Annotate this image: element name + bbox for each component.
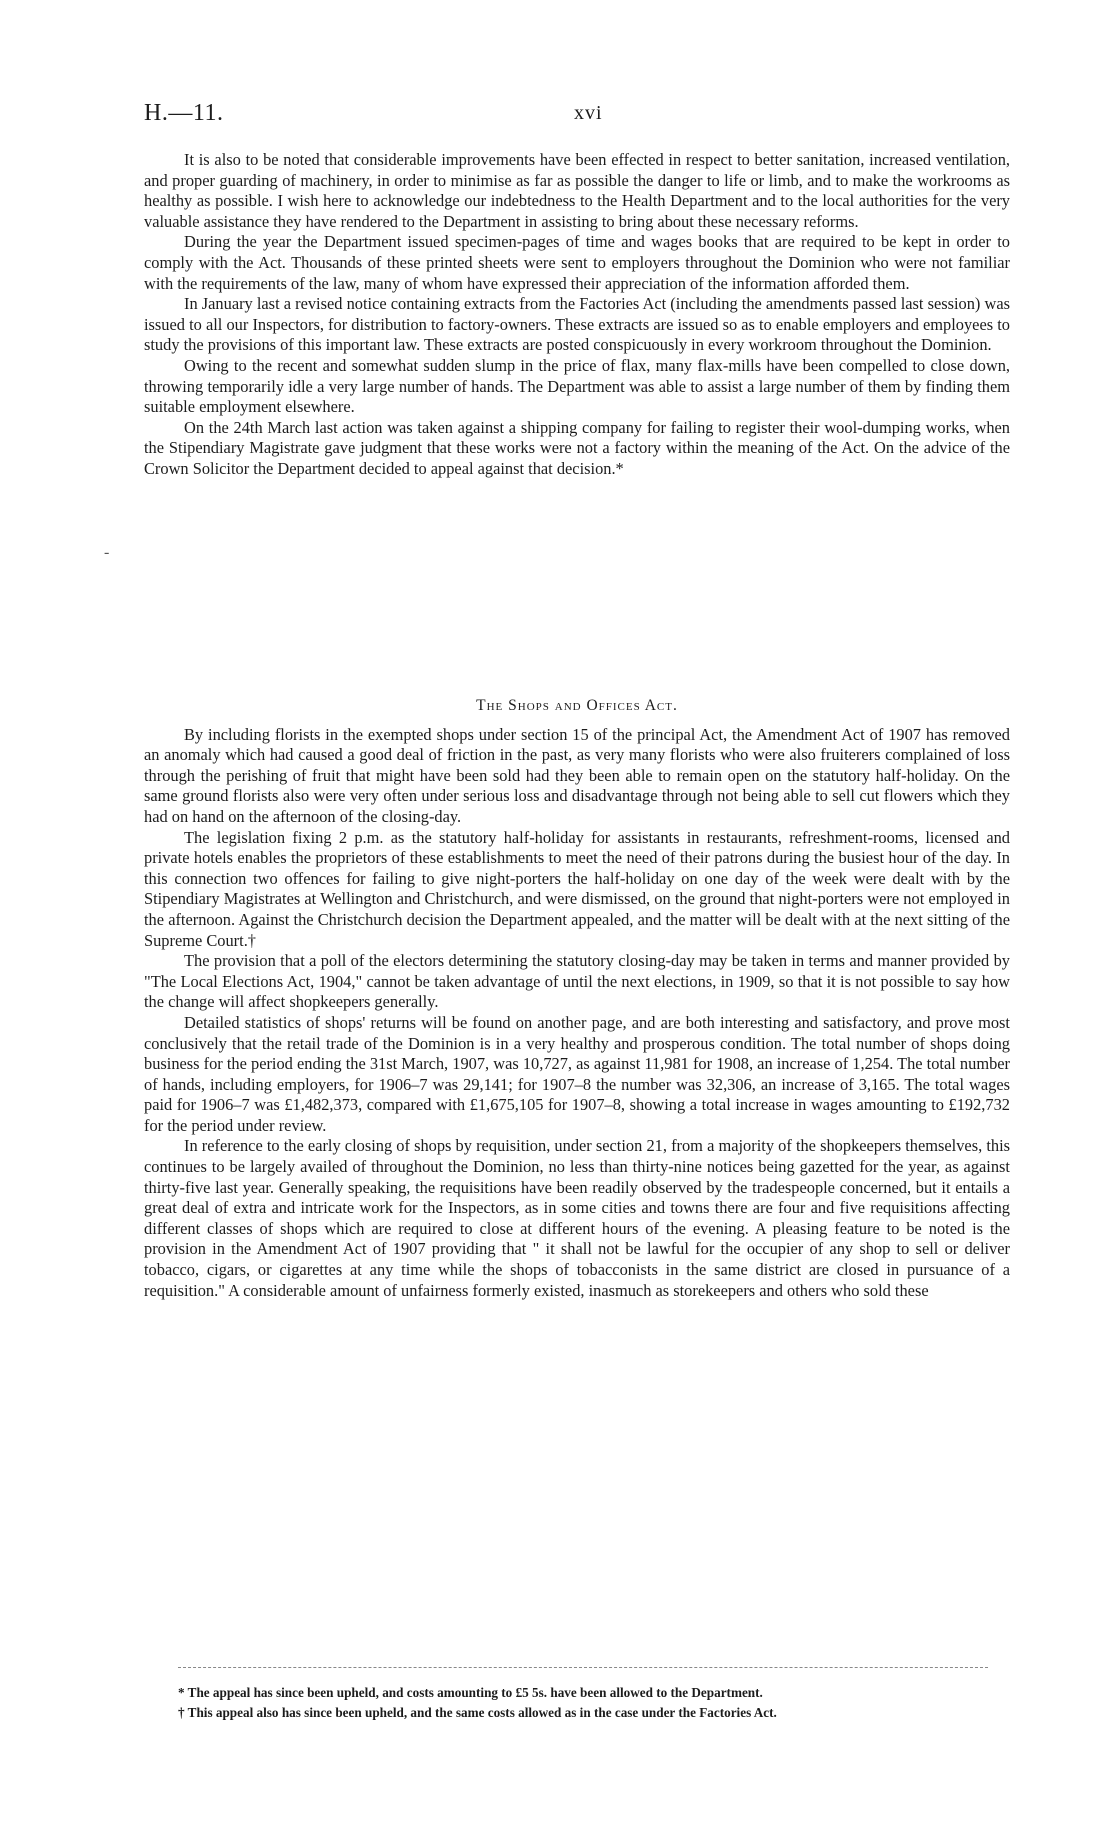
document-reference: H.—11. xyxy=(144,100,224,126)
section-heading: The Shops and Offices Act. xyxy=(476,697,678,714)
paragraph-sanitation: It is also to be noted that considerable improvements have been effected in respect to better sanitation, increased ventilation, and proper guarding of machinery, in order to minimise as far as possible the danger to life or limb, and to make the workrooms as healthy as possible. I wish here to acknowledge our indebtedness to the Health Department and to the local authorities for the very valuable assistance they have rendered to the Department in assisting to bring about these necessary reforms. xyxy=(144,150,1010,231)
shops-offices-section xyxy=(144,696,1010,1301)
margin-mark: - xyxy=(104,544,110,561)
footnote-divider xyxy=(178,1667,988,1668)
paragraph-half-holiday: The legislation fixing 2 p.m. as the statutory half-holiday for assistants in restaurants, refreshment-rooms, licensed and private hotels enables the proprietors of these establishments to meet the need of their patrons during the busiest hour of the day. In this connection two offences for failing to give night-porters the half-holiday on one day of the week were dealt with by the Stipendiary Magistrates at Wellington and Christchurch, and were dismissed, on the ground that night-porters were not employed in the afternoon. Against the Christchurch decision the Department appealed, and the matter will be dealt with at the next sitting of the Supreme Court.† xyxy=(144,827,1010,950)
factories-section xyxy=(144,150,1010,480)
footnotes xyxy=(178,1683,1008,1723)
paragraph-early-closing: In reference to the early closing of shops by requisition, under section 21, from a majority of the shopkeepers themselves, this continues to be largely availed of throughout the Dominion, no less than thirty-nine notices being gazetted for the year, as against thirty-five last year. Generally speaking, the requisitions have been readily observed by the tradespeople concerned, but it entails a great deal of extra and intricate work for the Inspectors, as in some cities and towns there are four and five requisitions affecting different classes of shops which are required to close at different hours of the evening. A pleasing feature to be noted is the provision in the Amendment Act of 1907 providing that " it shall not be lawful for the occupier of any shop to sell or deliver tobacco, cigars, or cigarettes at any time while the shops of tobacconists in the same district are closed in pursuance of a requisition." A considerable amount of unfairness formerly existed, inasmuch as storekeepers and others who sold these xyxy=(144,1136,1010,1300)
paragraph-wool-dumping: On the 24th March last action was taken against a shipping company for failing to register their wool-dumping works, when the Stipendiary Magistrate gave judgment that these works were not a factory within the meaning of the Act. On the advice of the Crown Solicitor the Department decided to appeal against that decision.* xyxy=(144,417,1010,478)
page-number: xvi xyxy=(574,102,603,124)
paragraph-revised-notice: In January last a revised notice containing extracts from the Factories Act (including the amendments passed last session) was issued to all our Inspectors, for distribution to factory-owners. These extracts are issued so as to enable employers and employees to study the provisions of this important law. These extracts are posted conspicuously in every workroom throughout the Dominion. xyxy=(144,294,1010,355)
paragraph-statistics: Detailed statistics of shops' returns will be found on another page, and are both interesting and satisfactory, and prove most conclusively that the retail trade of the Dominion is in a very healthy and prosperous condition. The total number of shops doing business for the period ending the 31st March, 1907, was 10,727, as against 11,981 for 1908, an increase of 1,254. The total number of hands, including employers, for 1906–7 was 29,141; for 1907–8 the number was 32,306, an increase of 3,165. The total wages paid for 1906–7 was £1,482,373, compared with £1,675,105 for 1907–8, showing a total increase in wages amounting to £192,732 for the period under review. xyxy=(144,1012,1010,1135)
footnote-dagger: † This appeal also has since been upheld, and the same costs allowed as in the case under the Factories Act. xyxy=(178,1705,777,1720)
paragraph-wages-books: During the year the Department issued specimen-pages of time and wages books that are required to be kept in order to comply with the Act. Thousands of these printed sheets were sent to employers throughout the Dominion who were not familiar with the requirements of the law, many of whom have expressed their appreciation of the information afforded them. xyxy=(144,232,1010,293)
footnote-asterisk: * The appeal has since been upheld, and costs amounting to £5 5s. have been allowed to the Department. xyxy=(178,1685,763,1700)
page-header xyxy=(144,100,1010,130)
paragraph-poll: The provision that a poll of the electors determining the statutory closing-day may be taken in terms and manner provided by "The Local Elections Act, 1904," cannot be taken advantage of until the next elections, in 1909, so that it is not possible to say how the change will affect shopkeepers generally. xyxy=(144,951,1010,1012)
paragraph-flax-slump: Owing to the recent and somewhat sudden slump in the price of flax, many flax-mills have been compelled to close down, throwing temporarily idle a very large number of hands. The Department was able to assist a large number of them by finding them suitable employment elsewhere. xyxy=(144,355,1010,417)
paragraph-florists: By including florists in the exempted shops under section 15 of the principal Act, the Amendment Act of 1907 has removed an anomaly which had caused a good deal of friction in the past, as very many florists who were also fruiterers complained of loss through the perishing of fruit that might have been sold had they been able to remain open on the statutory half-holiday. On the same ground florists also were very often under serious loss and disadvantage through not being able to sell cut flowers which they had on hand on the afternoon of the closing-day. xyxy=(144,724,1010,826)
